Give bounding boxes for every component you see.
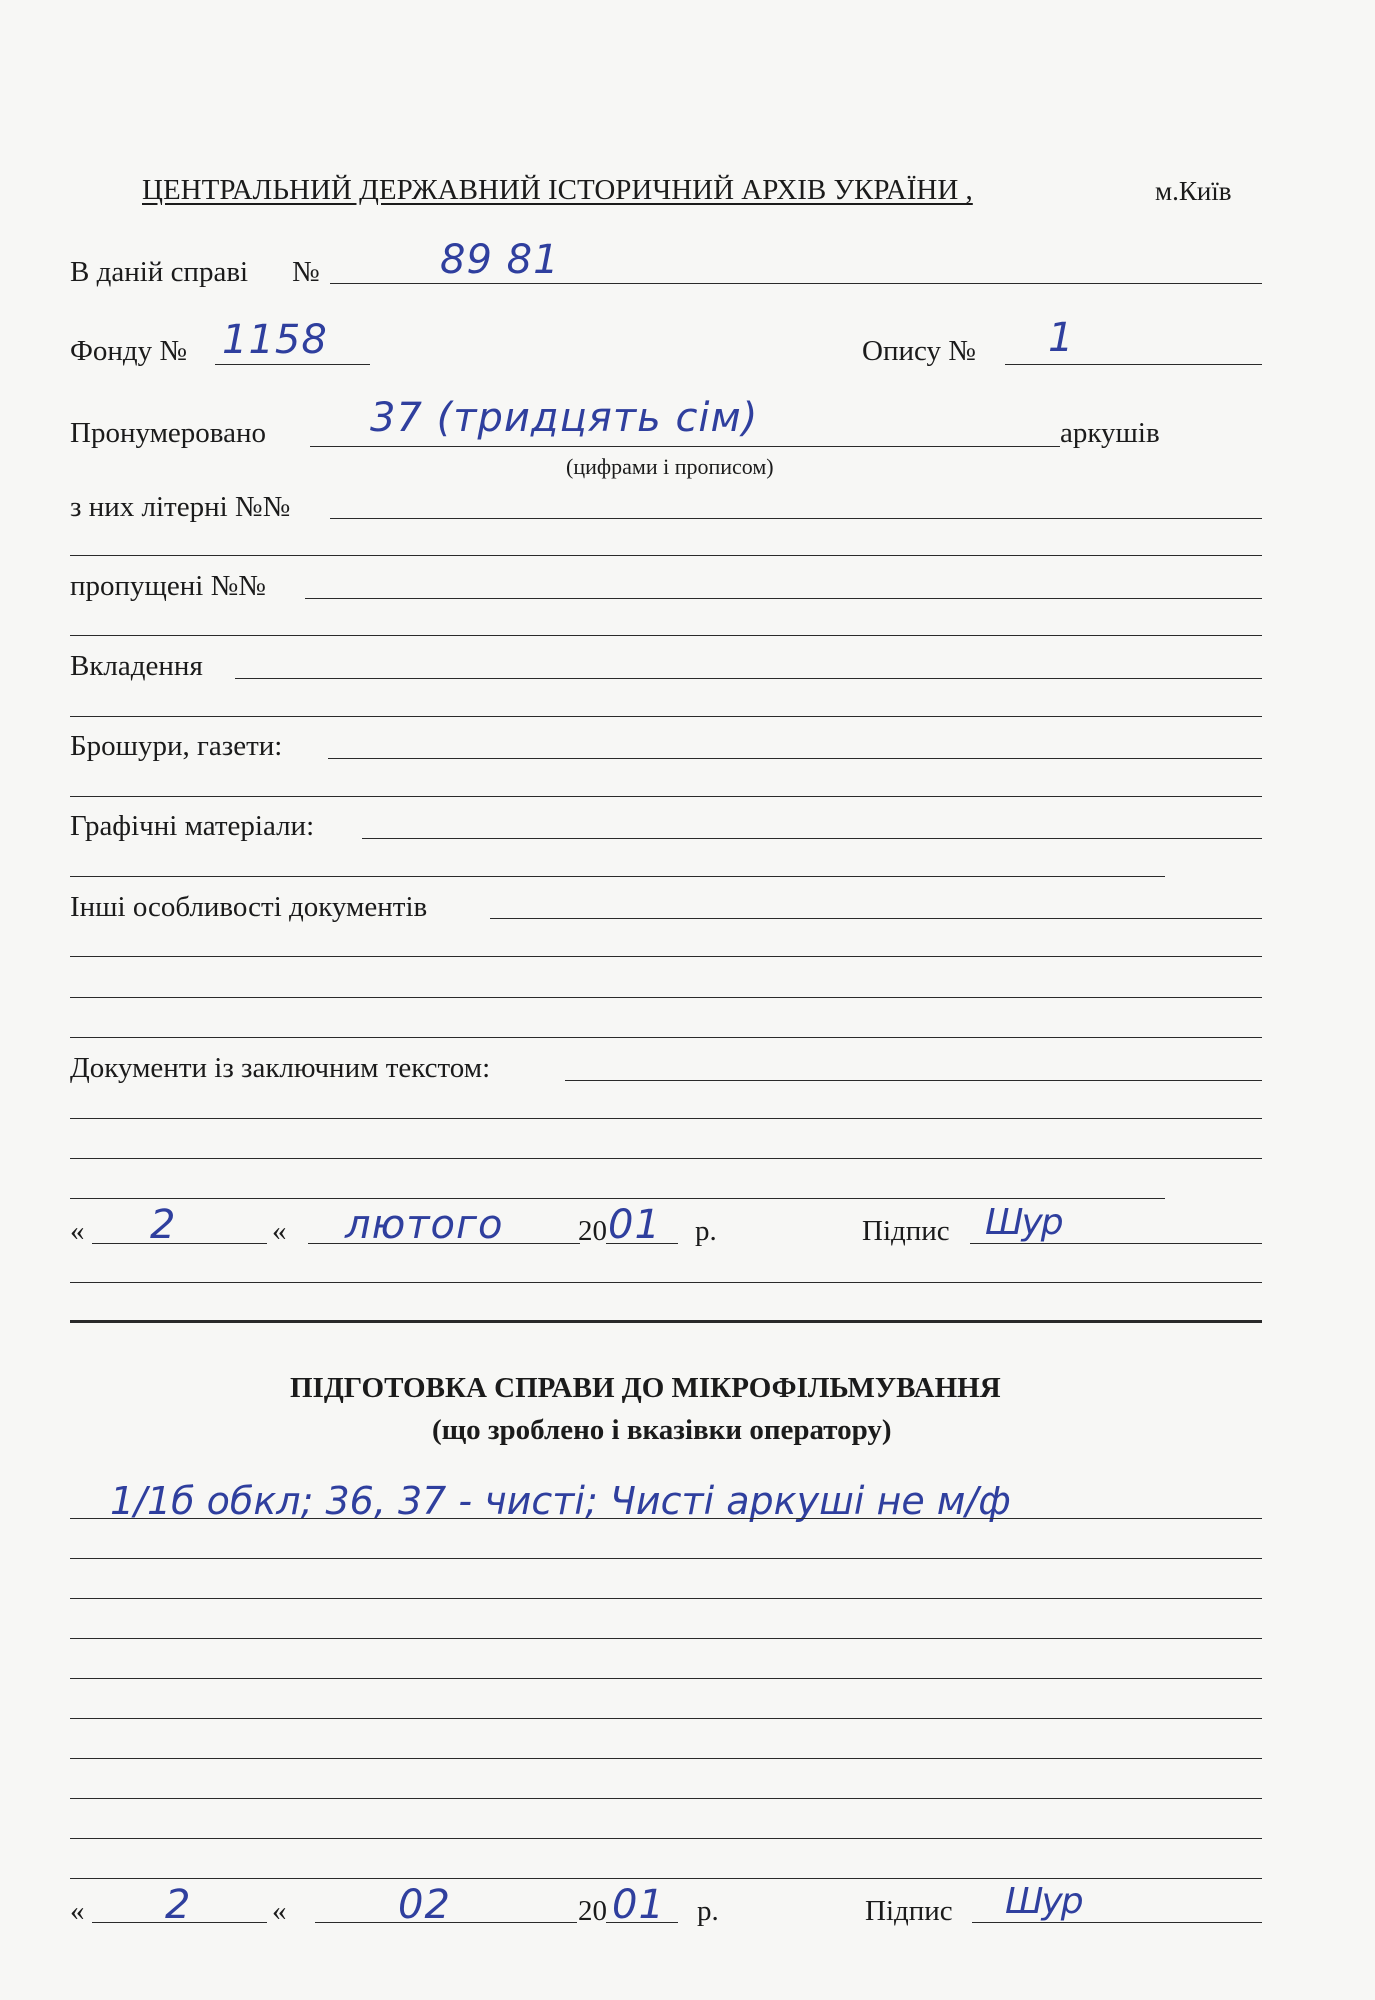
literal-label: з них літерні №№ — [70, 491, 291, 523]
closed-line-3 — [70, 1158, 1262, 1159]
inserts-line — [235, 678, 1262, 679]
date1-signature: Шур — [985, 1202, 1062, 1243]
note-line-9 — [70, 1838, 1262, 1839]
other-line-4 — [70, 1037, 1262, 1038]
brochures-label: Брошури, газети: — [70, 730, 283, 762]
closed-line-4 — [70, 1198, 1165, 1199]
graphics-line-2 — [70, 876, 1165, 877]
date1-open-quote: « — [70, 1215, 85, 1247]
date1-year-prefix: 20 — [578, 1215, 607, 1247]
section2-note: 1/1б обкл; 36, 37 - чисті; Чисті аркуші не м/ф — [110, 1479, 1011, 1523]
numbered-line — [310, 446, 1060, 447]
date2-year-unit: р. — [697, 1895, 719, 1927]
case-line — [330, 283, 1262, 284]
case-value: 89 81 — [440, 237, 560, 283]
date1-year-suffix: 01 — [608, 1202, 661, 1248]
missing-line-2 — [70, 635, 1262, 636]
brochures-line — [328, 758, 1262, 759]
note-line-8 — [70, 1798, 1262, 1799]
inserts-label: Вкладення — [70, 650, 203, 682]
date1-month: лютого — [345, 1202, 504, 1248]
graphics-label: Графічні матеріали: — [70, 810, 315, 842]
date2-mid-quote: « — [272, 1895, 287, 1927]
archive-title: ЦЕНТРАЛЬНИЙ ДЕРЖАВНИЙ ІСТОРИЧНИЙ АРХІВ УКРАЇНИ , — [142, 174, 973, 206]
date1-year-line — [606, 1243, 678, 1244]
note-line-10 — [70, 1878, 1262, 1879]
section2-title: ПІДГОТОВКА СПРАВИ ДО МІКРОФІЛЬМУВАННЯ — [290, 1372, 1001, 1404]
numbered-label: Пронумеровано — [70, 417, 267, 449]
case-number-sign: № — [292, 256, 320, 288]
fond-line — [215, 364, 370, 365]
numbered-suffix: аркушів — [1060, 417, 1160, 449]
note-line-4 — [70, 1638, 1262, 1639]
note-line-1 — [70, 1518, 1262, 1519]
note-line-6 — [70, 1718, 1262, 1719]
graphics-line — [362, 838, 1262, 839]
other-line-2 — [70, 956, 1262, 957]
numbered-value: 37 (тридцять сім) — [370, 395, 759, 441]
date1-sign-line — [970, 1243, 1262, 1244]
fond-value: 1158 — [222, 317, 328, 363]
date2-sign-label: Підпис — [865, 1895, 953, 1927]
date2-year-line — [606, 1922, 678, 1923]
date2-open-quote: « — [70, 1895, 85, 1927]
closed-line-2 — [70, 1118, 1262, 1119]
other-line — [490, 918, 1262, 919]
inserts-line-2 — [70, 716, 1262, 717]
archive-city: м.Київ — [1155, 176, 1232, 206]
brochures-line-2 — [70, 796, 1262, 797]
case-label: В даній справі — [70, 256, 249, 288]
literal-line — [330, 518, 1262, 519]
note-line-3 — [70, 1598, 1262, 1599]
date2-year-prefix: 20 — [578, 1895, 607, 1927]
date1-mid-quote: « — [272, 1215, 287, 1247]
date1-day: 2 — [150, 1202, 177, 1248]
closed-line — [565, 1080, 1262, 1081]
closed-label: Документи із заключним текстом: — [70, 1052, 491, 1084]
date1-year-unit: р. — [695, 1215, 717, 1247]
opys-line — [1005, 364, 1262, 365]
section2-subtitle: (що зроблено і вказівки оператору) — [432, 1414, 892, 1446]
literal-line-2 — [70, 555, 1262, 556]
date2-year-suffix: 01 — [612, 1882, 665, 1928]
note-line-2 — [70, 1558, 1262, 1559]
section-divider — [70, 1320, 1262, 1323]
missing-label: пропущені №№ — [70, 570, 266, 602]
date2-signature: Шур — [1005, 1881, 1082, 1922]
opys-label: Опису № — [862, 335, 976, 367]
note-line-7 — [70, 1758, 1262, 1759]
date1-day-line — [92, 1243, 267, 1244]
other-label: Інші особливості документів — [70, 891, 428, 923]
missing-line — [305, 598, 1262, 599]
date2-sign-line — [972, 1922, 1262, 1923]
fond-label: Фонду № — [70, 335, 188, 367]
date2-day: 2 — [165, 1882, 192, 1928]
note-line-5 — [70, 1678, 1262, 1679]
date1-sign-label: Підпис — [862, 1215, 950, 1247]
opys-value: 1 — [1048, 315, 1075, 361]
date2-month: 02 — [398, 1882, 451, 1928]
numbered-caption: (цифрами і прописом) — [566, 454, 774, 479]
other-line-3 — [70, 997, 1262, 998]
date1-extra-line — [70, 1282, 1262, 1283]
